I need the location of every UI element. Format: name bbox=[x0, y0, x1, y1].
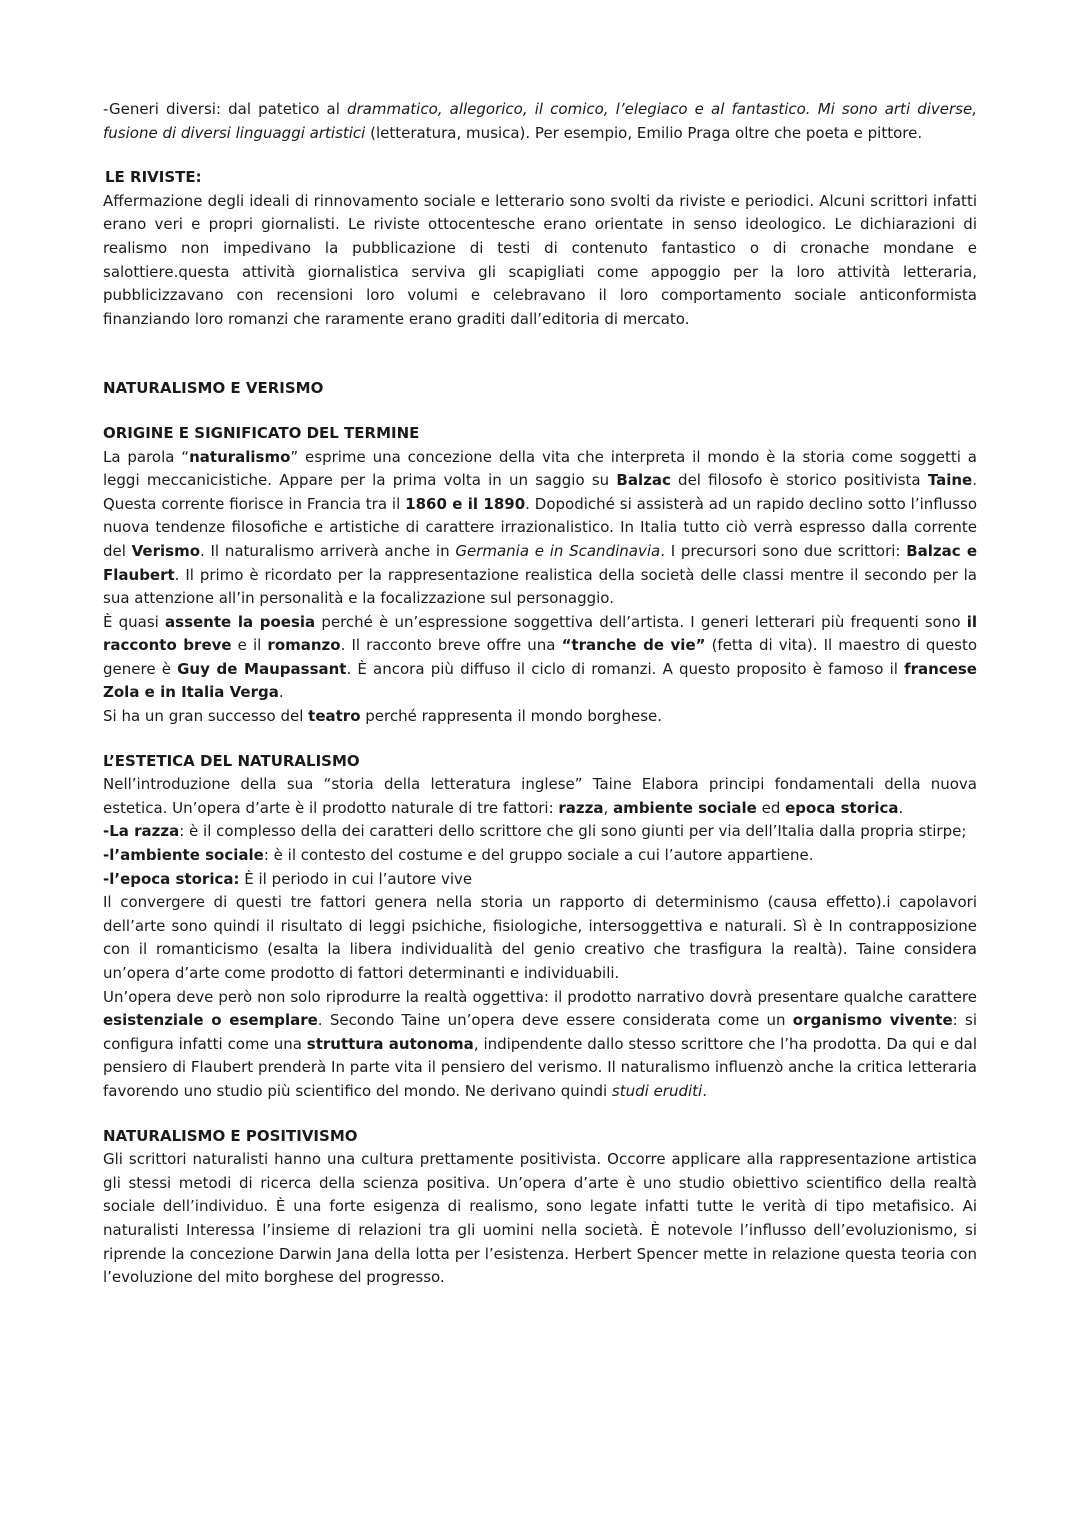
bold-text: “tranche de vie” bbox=[561, 636, 706, 655]
estetica-paragraph-1 bbox=[103, 773, 977, 820]
estetica-item-ambiente bbox=[103, 844, 977, 868]
text-run: . Il naturalismo arriverà anche in bbox=[200, 541, 456, 560]
bold-text: razza bbox=[558, 798, 604, 817]
text-run: . bbox=[702, 1081, 708, 1100]
bold-text: 1860 e il 1890 bbox=[405, 494, 526, 513]
text-run: . I precursori sono due scrittori: bbox=[660, 541, 907, 560]
bold-text: Guy de Maupassant bbox=[177, 659, 347, 678]
origine-paragraph-3 bbox=[103, 705, 977, 729]
text-run: Il convergere di questi tre fattori genera nella storia un rapporto di determinismo (causa effetto).i capolavori dell’arte sono quindi il risultato di leggi psichiche, fisiologiche, intersoggettiva e naturali. Sì è In contrapposizione con il romanticismo (esalta la libera individualità del genio creativo che trasfigura la realtà). Taine considera un’opera d’arte come prodotto di fattori determinanti e individuabili. bbox=[103, 893, 977, 982]
italic-text: Germania e in Scandinavia bbox=[455, 541, 661, 560]
text-run: Affermazione degli ideali di rinnovamento sociale e letterario sono svolti da riviste e periodici. Alcuni scrittori infatti erano veri e propri giornalisti. Le riviste ottocentesche erano orientate in senso ideologico. Le dichiarazioni di realismo non impedivano la pubblicazione di testi di contenuto fantastico o di cronache mondane e salottiere.questa attività giornalistica serviva gli scapigliati come appoggio per la loro attività letteraria, pubblicizzavano con recensioni loro volumi e celebravano il loro comportamento sociale anticonformista finanziando loro romanzi che raramente erano graditi dall’editoria di mercato. bbox=[103, 191, 977, 328]
bold-text: epoca storica bbox=[785, 798, 899, 817]
section-heading-riviste: LE RIVISTE: bbox=[105, 168, 202, 187]
text-run: . È ancora più diffuso il ciclo di romanzi. A questo proposito è famoso il bbox=[346, 659, 905, 678]
text-run: del filosofo è storico positivista bbox=[670, 471, 928, 490]
section-heading-naturalismo-verismo: NATURALISMO E VERISMO bbox=[103, 379, 324, 398]
italic-text: studi eruditi bbox=[611, 1081, 703, 1100]
text-run: : si configura infatti come una bbox=[103, 1011, 977, 1053]
bold-text: romanzo bbox=[267, 636, 341, 655]
text-run: . Secondo Taine un’opera deve essere considerata come un bbox=[317, 1011, 793, 1030]
estetica-item-epoca bbox=[103, 868, 977, 892]
text-run: . Dopodiché si assisterà ad un rapido declino sotto l’influsso nuova tendenze filosofiche e artistiche di carattere irrazionalistico. In Italia tutto ciò verrà espresso dalla corrente del bbox=[103, 494, 978, 560]
bold-text: Verismo bbox=[131, 541, 201, 560]
text-run: Si ha un gran successo del bbox=[103, 707, 309, 726]
bold-text: naturalismo bbox=[189, 447, 291, 466]
text-run: . bbox=[898, 798, 904, 817]
bold-text: Balzac e Flaubert bbox=[103, 541, 978, 584]
positivismo-paragraph bbox=[103, 1148, 977, 1290]
text-run: (letteratura, musica). Per esempio, Emilio Praga oltre che poeta e pittore. bbox=[365, 123, 923, 142]
text-run: : è il contesto del costume e del gruppo sociale a cui l’autore appartiene. bbox=[263, 846, 814, 865]
text-run: -Generi diversi: dal patetico al bbox=[103, 100, 347, 118]
text-run: . Questa corrente fiorisce in Francia tra il bbox=[103, 471, 978, 513]
bold-text: -La razza bbox=[103, 822, 180, 841]
text-run: (fetta di vita). Il maestro di questo genere è bbox=[103, 636, 978, 678]
bold-text: Balzac bbox=[616, 471, 671, 490]
bold-text: ambiente sociale bbox=[613, 798, 757, 817]
section-heading-positivismo: NATURALISMO E POSITIVISMO bbox=[103, 1126, 358, 1145]
text-run: È quasi bbox=[103, 612, 166, 631]
text-run: : è il complesso della dei caratteri dello scrittore che gli sono giunti per via dell’Italia dalla propria stirpe; bbox=[179, 822, 967, 841]
document-page bbox=[103, 98, 977, 1290]
bold-text: organismo vivente bbox=[792, 1011, 953, 1030]
section-heading-estetica: L’ESTETICA DEL NATURALISMO bbox=[103, 751, 360, 770]
text-run: . bbox=[278, 683, 284, 702]
bold-text: assente la poesia bbox=[165, 612, 316, 631]
intro-paragraph bbox=[103, 98, 977, 145]
estetica-item-razza bbox=[103, 820, 977, 844]
text-run: , indipendente dallo stesso scrittore che l’ha prodotta. Da qui e dal pensiero di Flaubert prenderà In parte vita il pensiero del verismo. Il naturalismo influenzò anche la critica letteraria favorendo uno studio più scientifico del mondo. Ne derivano quindi bbox=[103, 1034, 978, 1100]
text-run: perché rappresenta il mondo borghese. bbox=[360, 707, 663, 726]
estetica-paragraph-3 bbox=[103, 986, 977, 1104]
bold-text: il racconto breve bbox=[103, 612, 977, 655]
italic-text: drammatico, allegorico, il comico, l’elegiaco e al fantastico. Mi sono arti diverse, fusione di diversi linguaggi artistici bbox=[103, 100, 977, 142]
bold-text: -l’ambiente sociale bbox=[103, 846, 264, 865]
text-run: Gli scrittori naturalisti hanno una cultura prettamente positivista. Occorre applicare alla rappresentazione artistica gli stessi metodi di ricerca della scienza positiva. Un’opera d’arte è uno studio obiettivo scientifico della realtà sociale dell’individuo. È una forte esigenza di realismo, sono legate infatti tutte le verità di tipo metafisico. Ai naturalisti Interessa l’insieme di relazioni tra gli uomini nella società. È notevole l’influsso dell’evoluzionismo, si riprende la concezione Darwin Jana della lotta per l’esistenza. Herbert Spencer mette in relazione questa teoria con l’evoluzione del mito borghese del progresso. bbox=[103, 1150, 977, 1287]
section-heading-origine: ORIGINE E SIGNIFICATO DEL TERMINE bbox=[103, 423, 420, 442]
estetica-paragraph-2 bbox=[103, 891, 977, 985]
text-run: . Il racconto breve offre una bbox=[340, 636, 562, 655]
text-run: La parola “ bbox=[103, 447, 190, 466]
text-run: Nell’introduzione della sua “storia della letteratura inglese” Taine Elabora principi fondamentali della nuova estetica. Un’opera d’arte è il prodotto naturale di tre fattori: bbox=[103, 775, 977, 817]
text-run: ed bbox=[756, 798, 786, 817]
riviste-paragraph bbox=[103, 190, 977, 332]
bold-text: teatro bbox=[308, 707, 361, 726]
text-run: ” esprime una concezione della vita che interpreta il mondo è la storia come soggetti a leggi meccanicistiche. Appare per la prima volta in un saggio su bbox=[103, 447, 977, 490]
text-run: , bbox=[603, 798, 614, 817]
bold-text: francese Zola e in Italia Verga bbox=[103, 659, 977, 702]
origine-paragraph-2 bbox=[103, 611, 977, 705]
bold-text: Taine bbox=[927, 471, 973, 490]
bold-text: -l’epoca storica: bbox=[103, 869, 240, 888]
text-run: . Il primo è ricordato per la rappresentazione realistica della società delle classi mentre il secondo per la sua attenzione all’in personalità e la focalizzazione sul personaggio. bbox=[103, 565, 977, 608]
text-run: È il periodo in cui l’autore vive bbox=[239, 869, 473, 888]
origine-paragraph-1 bbox=[103, 446, 977, 611]
text-run: perché è un’espressione soggettiva dell’artista. I generi letterari più frequenti sono bbox=[315, 612, 967, 631]
text-run: Un’opera deve però non solo riprodurre la realtà oggettiva: il prodotto narrativo dovrà presentare qualche carattere bbox=[103, 987, 977, 1006]
bold-text: esistenziale o esemplare bbox=[103, 1011, 318, 1030]
bold-text: struttura autonoma bbox=[306, 1034, 474, 1053]
text-run: e il bbox=[231, 636, 268, 655]
